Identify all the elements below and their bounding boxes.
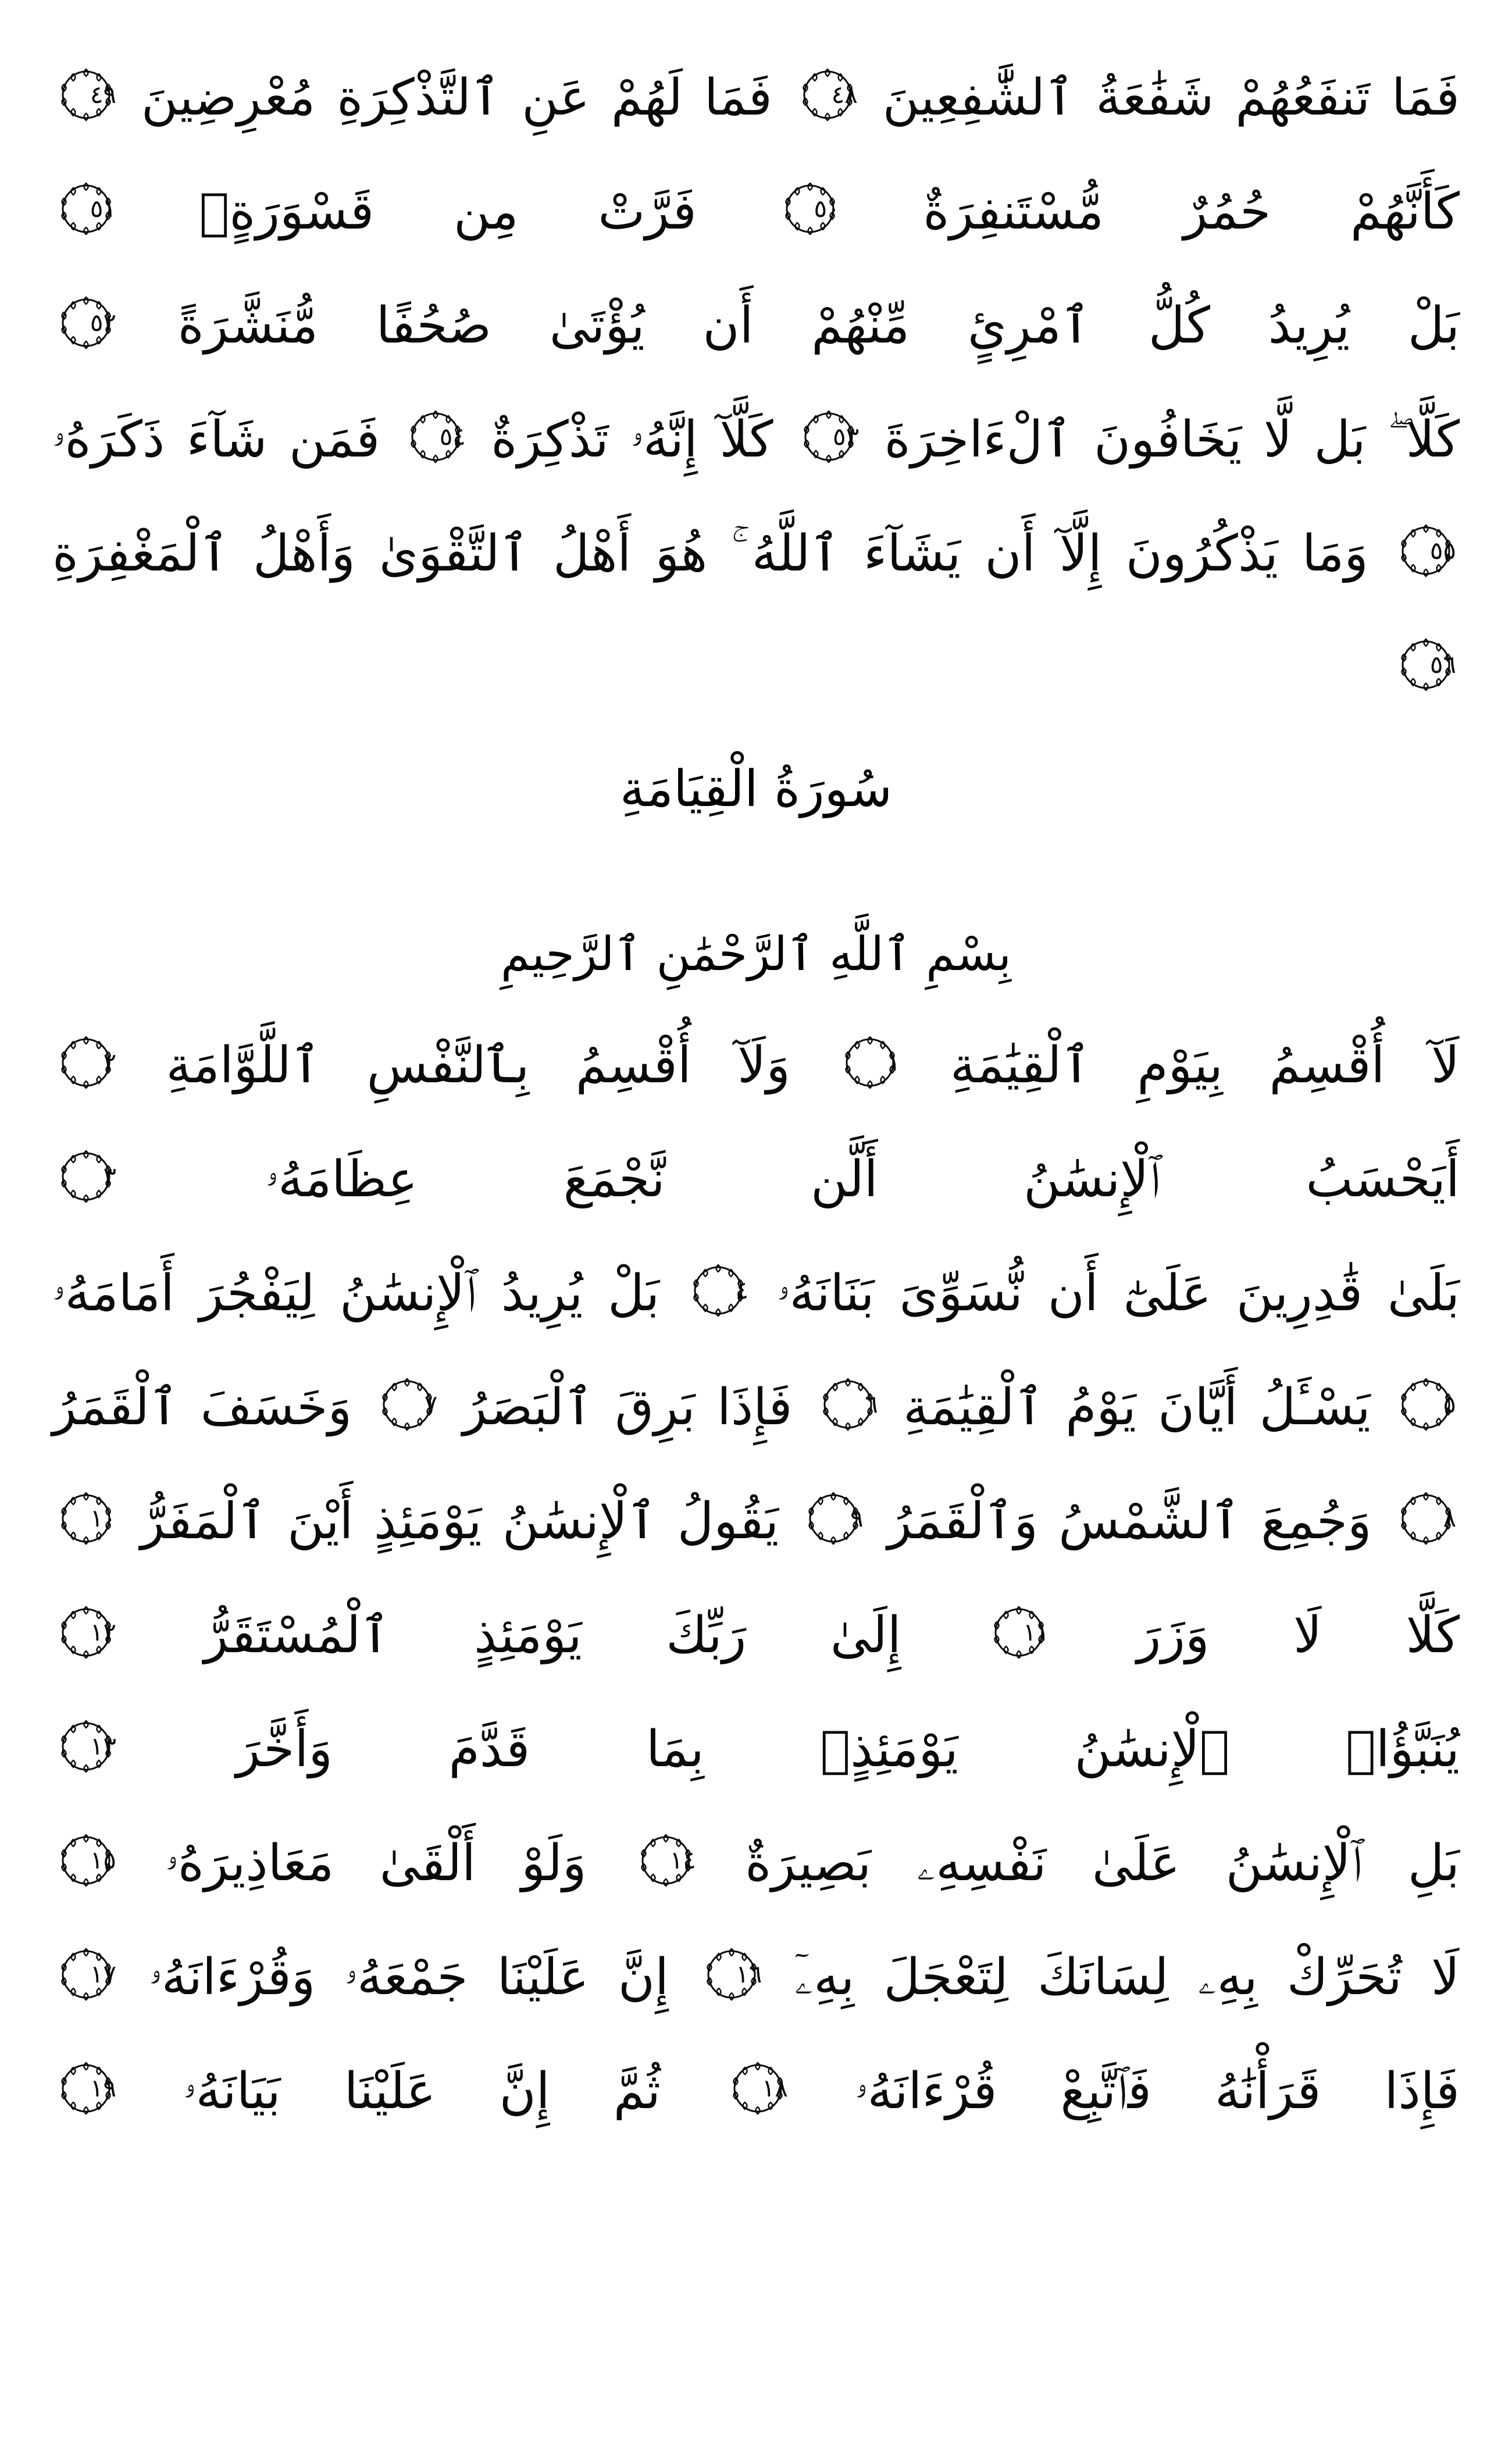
ayah-number: ٥٣ <box>833 422 860 451</box>
ayah-number: ٥٤ <box>439 422 466 451</box>
ayah-marker <box>56 179 116 239</box>
verse-text: ثُمَّ إِنَّ عَلَيْنَا بَيَانَهُۥ <box>183 2062 661 2120</box>
ayah-marker <box>688 1260 748 1321</box>
ayah-marker <box>377 1374 437 1435</box>
ayah-number: ١٠ <box>90 1504 116 1532</box>
verse-text: كَلَّآ إِنَّهُۥ تَذْكِرَةٌ <box>491 411 773 469</box>
ayah-number: ٣ <box>103 1162 116 1190</box>
ayah-marker <box>840 1032 900 1093</box>
surah-title <box>52 740 1460 839</box>
verse-text: كَلَّا لَا وَزَرَ <box>1136 1606 1460 1664</box>
ayah-marker <box>56 1944 116 2005</box>
verse-text: وَخَسَفَ ٱلْقَمَرُ <box>52 1378 352 1436</box>
ayah-number: ٦ <box>865 1390 878 1418</box>
verse-text: بَلَىٰ قَٰدِرِينَ عَلَىٰٓ أَن نُّسَوِّىَ بَنَانَهُۥ <box>776 1264 1460 1322</box>
verse-text: وَمَا يَذْكُرُونَ إِلَّآ أَن يَشَآءَ ٱللَّهُ ۚ هُوَ أَهْلُ ٱلتَّقْوَىٰ وَأَهْلُ ٱلْمَغْفِرَةِ <box>52 525 1368 583</box>
ayah-marker <box>1396 1374 1456 1435</box>
ayah-number: ٧ <box>424 1390 438 1418</box>
ayah-number: ٥٦ <box>1429 650 1456 679</box>
ayah-number: ١ <box>887 1048 901 1076</box>
verse-text: لَآ أُقْسِمُ بِيَوْمِ ٱلْقِيَٰمَةِ <box>950 1036 1460 1094</box>
ayah-marker <box>405 407 466 467</box>
ayah-marker <box>1396 520 1456 581</box>
ayah-marker <box>728 2058 788 2119</box>
ayah-marker <box>56 293 116 353</box>
ayah-marker <box>798 407 859 467</box>
ayah-number: ٩ <box>850 1504 864 1532</box>
ayah-number: ١٥ <box>90 1846 116 1874</box>
verse-text: فَرَّتْ مِن قَسْوَرَةٍۭ <box>199 183 697 241</box>
verse-text: أَيَحْسَبُ ٱلْإِنسَٰنُ أَلَّن نَّجْمَعَ عِظَامَهُۥ <box>265 1150 1460 1208</box>
verse-text: وَلَوْ أَلْقَىٰ مَعَاذِيرَهُۥ <box>165 1834 587 1892</box>
ayah-number: ٥٢ <box>90 308 116 337</box>
verse-text: يُنَبَّؤُا۟ ٱلْإِنسَٰنُ يَوْمَئِذٍۭ بِمَا قَدَّمَ وَأَخَّرَ <box>236 1720 1460 1778</box>
verse-text: لَا تُحَرِّكْ بِهِۦ لِسَانَكَ لِتَعْجَلَ بِهِۦٓ <box>794 1948 1460 2006</box>
basmalah-text: بِسْمِ ٱللَّهِ ٱلرَّحْمَٰنِ ٱلرَّحِيمِ <box>500 927 1011 981</box>
ayah-number: ٤٨ <box>831 80 858 109</box>
verse-text: فَمَا تَنفَعُهُمْ شَفَٰعَةُ ٱلشَّٰفِعِينَ <box>882 69 1460 127</box>
ayah-number: ١٦ <box>736 1960 762 1988</box>
ayah-marker <box>803 1488 864 1549</box>
ayah-marker <box>56 1830 116 1891</box>
verse-text: كَأَنَّهُمْ حُمُرٌ مُّسْتَنفِرَةٌ <box>923 183 1460 241</box>
ayah-marker <box>1396 1488 1456 1549</box>
ayah-number: ١٣ <box>90 1732 116 1760</box>
surah-title-text: سُورَةُ الْقِيَامَةِ <box>619 760 893 818</box>
ayah-marker <box>989 1602 1049 1663</box>
ayah-marker <box>701 1944 762 2005</box>
ayah-number: ٥ <box>1443 1390 1456 1418</box>
ayah-number: ١٤ <box>669 1846 696 1874</box>
ayah-number: ٨ <box>1443 1504 1457 1532</box>
ayah-number: ٤ <box>735 1276 749 1304</box>
ayah-marker <box>1396 634 1456 695</box>
ayah-marker <box>636 1830 696 1891</box>
verse-text: بَلْ يُرِيدُ ٱلْإِنسَٰنُ لِيَفْجُرَ أَمَامَهُۥ <box>52 1264 660 1322</box>
ayah-number: ٢ <box>103 1048 116 1076</box>
ayah-marker <box>780 179 840 239</box>
ayah-number: ١٢ <box>90 1618 116 1646</box>
ayah-number: ٥١ <box>90 194 116 223</box>
verse-text: فَإِذَا قَرَأْنَٰهُ فَٱتَّبِعْ قُرْءَانَهُۥ <box>855 2062 1460 2120</box>
ayah-marker <box>56 1488 116 1549</box>
surah-al-qiyamah-verses <box>52 1008 1460 2148</box>
verse-text: يَقُولُ ٱلْإِنسَٰنُ يَوْمَئِذٍ أَيْنَ ٱلْمَفَرُّ <box>140 1492 779 1550</box>
verse-text: إِلَىٰ رَبِّكَ يَوْمَئِذٍ ٱلْمُسْتَقَرُّ <box>204 1606 901 1664</box>
ayah-number: ١٧ <box>90 1960 116 1988</box>
ayah-marker <box>56 1032 116 1093</box>
verse-text: فَمَن شَآءَ ذَكَرَهُۥ <box>52 411 380 469</box>
ayah-number: ٥٥ <box>1429 536 1456 565</box>
ayah-marker <box>818 1374 878 1435</box>
verse-text: بَلِ ٱلْإِنسَٰنُ عَلَىٰ نَفْسِهِۦ بَصِيرَةٌ <box>745 1834 1460 1892</box>
ayah-number: ١١ <box>1023 1618 1050 1646</box>
verse-text: كَلَّا ۖ بَل لَّا يَخَافُونَ ٱلْءَاخِرَةَ <box>884 411 1460 469</box>
ayah-marker <box>56 65 116 125</box>
ayah-number: ١٩ <box>90 2074 116 2102</box>
verse-text: فَمَا لَهُمْ عَنِ ٱلتَّذْكِرَةِ مُعْرِضِينَ <box>141 69 772 127</box>
section-spacer <box>52 839 1460 907</box>
basmalah <box>52 911 1460 998</box>
verse-text: وَجُمِعَ ٱلشَّمْسُ وَٱلْقَمَرُ <box>887 1492 1372 1550</box>
ayah-marker <box>797 65 858 125</box>
verse-text: بَلْ يُرِيدُ كُلُّ ٱمْرِئٍ مِّنْهُمْ أَن يُؤْتَىٰ صُحُفًا مُّنَشَّرَةً <box>177 297 1460 355</box>
verse-text: فَإِذَا بَرِقَ ٱلْبَصَرُ <box>462 1378 793 1436</box>
ayah-marker <box>56 1716 116 1777</box>
ayah-marker <box>56 1146 116 1207</box>
verse-text: إِنَّ عَلَيْنَا جَمْعَهُۥ وَقُرْءَانَهُۥ <box>149 1948 669 2006</box>
ayah-marker <box>56 1602 116 1663</box>
ayah-number: ٥٠ <box>814 194 840 223</box>
ayah-marker <box>56 2058 116 2119</box>
surah-al-muddaththir-verses <box>52 41 1460 725</box>
ayah-number: ٤٩ <box>90 80 116 109</box>
verse-text: يَسْـَٔلُ أَيَّانَ يَوْمُ ٱلْقِيَٰمَةِ <box>903 1378 1371 1436</box>
verse-text: وَلَآ أُقْسِمُ بِٱلنَّفْسِ ٱللَّوَّامَةِ <box>166 1036 790 1094</box>
ayah-number: ١٨ <box>761 2074 788 2102</box>
